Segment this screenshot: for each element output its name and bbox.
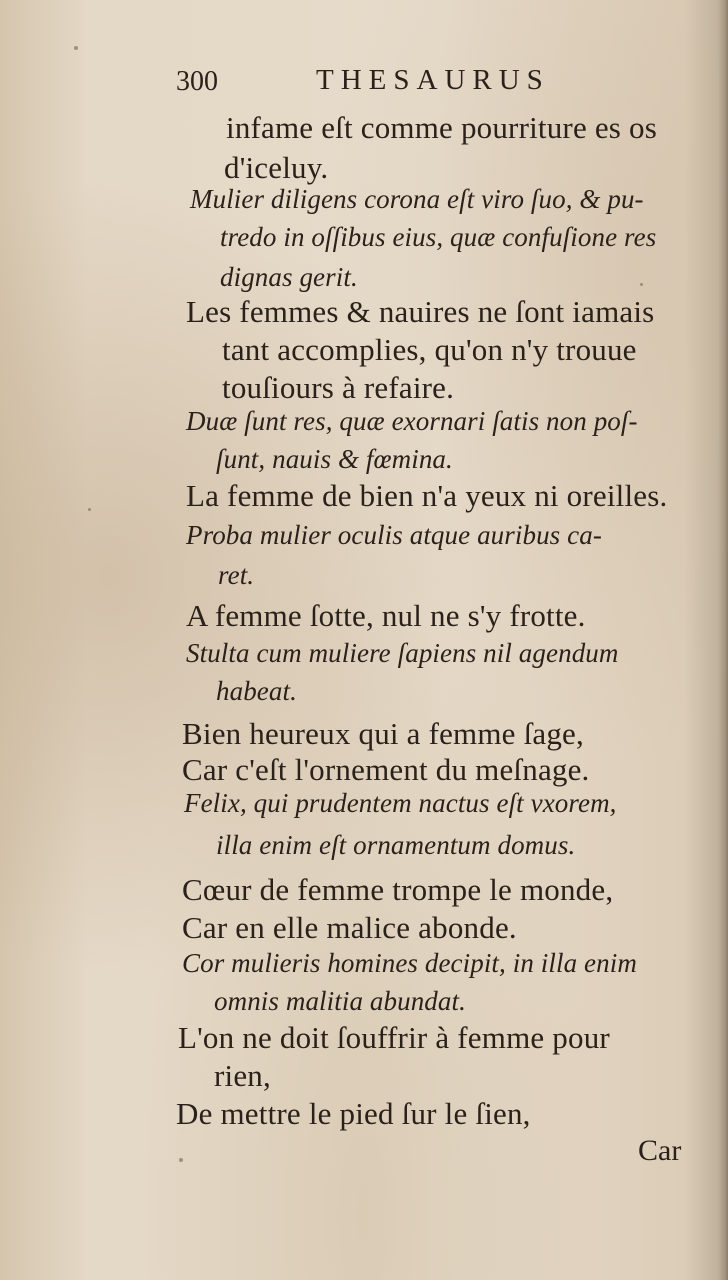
text-line: Bien heureux qui a femme ſage, [182,716,584,751]
paper-stain [74,46,78,50]
text-line: L'on ne doit ſouffrir à femme pour [178,1020,610,1055]
text-line: Les femmes & nauires ne ſont iamais [186,294,655,329]
paper-stain [88,508,91,511]
latin-line: ret. [218,560,255,590]
text-line: tant accomplies, qu'on n'y trouue [222,332,637,367]
latin-line: illa enim eſt ornamentum domus. [216,830,576,860]
latin-line: Duæ ſunt res, quæ exornari ſatis non poſ- [186,406,638,436]
page-edge-shadow [718,0,728,1280]
latin-line: Cor mulieris homines decipit, in illa enim [182,948,637,978]
text-line: Cœur de femme trompe le monde, [182,872,614,907]
latin-line: dignas gerit. [220,262,358,292]
latin-line: Proba mulier oculis atque auribus ca- [186,520,602,550]
latin-line: Mulier diligens corona eſt viro ſuo, & pu- [190,184,644,214]
latin-line: ſunt, nauis & fœmina. [216,444,453,474]
catchword: Car [638,1134,682,1167]
text-line: De mettre le pied ſur le ſien, [176,1096,531,1131]
text-line: A femme ſotte, nul ne s'y frotte. [186,598,586,633]
paper-stain [179,1158,183,1162]
text-line: Car en elle malice abonde. [182,910,517,945]
text-line: infame eſt comme pourriture es os [226,110,657,145]
latin-line: Stulta cum muliere ſapiens nil agendum [186,638,619,668]
paper-stain [640,283,643,286]
text-line: Car c'eſt l'ornement du meſnage. [182,752,590,787]
text-line: d'iceluy. [224,150,329,185]
page-number: 300 [176,66,218,97]
latin-line: habeat. [216,676,297,706]
latin-line: Felix, qui prudentem nactus eſt vxorem, [184,788,617,818]
running-title: THESAURUS [316,64,550,96]
text-line: rien, [214,1058,271,1093]
latin-line: omnis malitia abundat. [214,986,466,1016]
text-line: touſiours à refaire. [222,370,455,405]
text-line: La femme de bien n'a yeux ni oreilles. [186,478,668,513]
latin-line: tredo in oſſibus eius, quæ confuſione res [220,222,657,252]
